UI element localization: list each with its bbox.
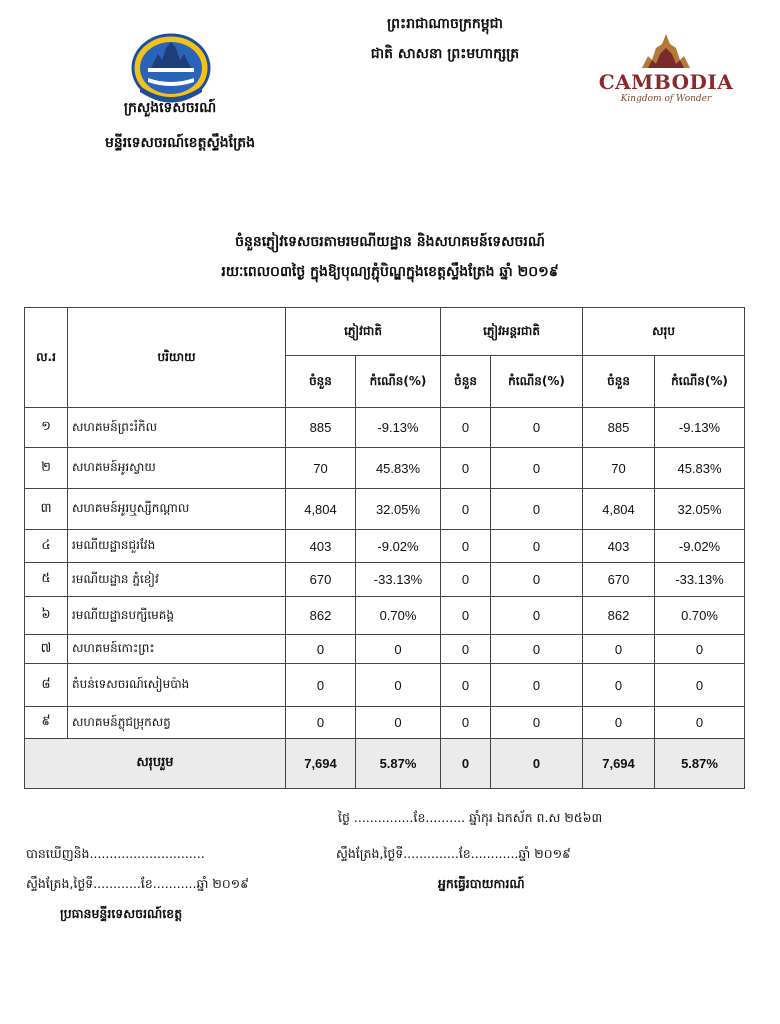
- international-count: 0: [441, 408, 491, 448]
- international-count: 0: [441, 448, 491, 489]
- domestic-growth: -33.13%: [356, 563, 441, 597]
- header-international-growth: កំណើន(%): [491, 356, 583, 408]
- director-label: ប្រធានមន្ទីរទេសចរណ៍ខេត្ត: [60, 906, 183, 921]
- total-count: 0: [583, 635, 655, 664]
- domestic-count: 885: [286, 408, 356, 448]
- header-domestic-count: ចំនួន: [286, 356, 356, 408]
- domestic-growth: 45.83%: [356, 448, 441, 489]
- visitor-statistics-table: [24, 307, 745, 789]
- total-growth: 45.83%: [655, 448, 745, 489]
- row-index: ៤: [25, 530, 68, 563]
- table-row: [25, 530, 745, 563]
- international-count: 0: [441, 635, 491, 664]
- row-index: ៨: [25, 664, 68, 707]
- table-row: [25, 597, 745, 635]
- header-index: ល.រ: [25, 308, 68, 408]
- total-growth: 32.05%: [655, 489, 745, 530]
- international-count: 0: [441, 530, 491, 563]
- total-count: 885: [583, 408, 655, 448]
- row-index: ៣: [25, 489, 68, 530]
- total-growth: 0: [655, 664, 745, 707]
- international-count: 0: [441, 489, 491, 530]
- header-total: សរុប: [583, 308, 745, 356]
- international-growth: 0: [491, 448, 583, 489]
- domestic-count: 0: [286, 664, 356, 707]
- row-name: សហគមន៍អូរឬស្សីកណ្ដាល: [68, 489, 286, 530]
- table-row: [25, 489, 745, 530]
- table-row: [25, 408, 745, 448]
- total-count: 0: [583, 664, 655, 707]
- total-count: 0: [583, 707, 655, 739]
- header-international: ភ្ញៀវអន្តរជាតិ: [441, 308, 583, 356]
- domestic-count: 70: [286, 448, 356, 489]
- international-count: 0: [441, 664, 491, 707]
- international-count: 0: [441, 597, 491, 635]
- brand-tagline: Kingdom of Wonder: [620, 94, 712, 104]
- row-name: សហគមន៍កោះព្រះ: [68, 635, 286, 664]
- domestic-growth: 32.05%: [356, 489, 441, 530]
- domestic-growth: -9.13%: [356, 408, 441, 448]
- row-name: រមណីយដ្ឋានបក្សីមេគង្គ: [68, 597, 286, 635]
- row-name: រមណីយដ្ឋាន ភ្នំខៀវ: [68, 563, 286, 597]
- row-index: ៧: [25, 635, 68, 664]
- table-row: [25, 635, 745, 664]
- international-growth: 0: [491, 563, 583, 597]
- grand-total-growth: 5.87%: [655, 739, 745, 789]
- cambodia-brand-logo: [596, 30, 736, 120]
- total-growth: 0: [655, 635, 745, 664]
- total-growth: -9.02%: [655, 530, 745, 563]
- row-index: ៥: [25, 563, 68, 597]
- row-index: ៦: [25, 597, 68, 635]
- total-growth: -33.13%: [655, 563, 745, 597]
- domestic-count: 0: [286, 635, 356, 664]
- report-author-label: អ្នកធ្វើរបាយការណ៍: [438, 876, 525, 891]
- domestic-count: 670: [286, 563, 356, 597]
- row-name: សហគមន៍ភ្លុជម្រុកសត្វ: [68, 707, 286, 739]
- total-count: 403: [583, 530, 655, 563]
- total-count: 70: [583, 448, 655, 489]
- document-subtitle: រយៈពេល០៣ថ្ងៃ ក្នុងឱ្យបុណ្យភ្ជុំបិណ្ឌក្នុងខេត្តស្ទឹងត្រែង ឆ្នាំ ២០១៩: [221, 264, 559, 280]
- row-name: សហគមន៍អូរស្វាយ: [68, 448, 286, 489]
- header-international-count: ចំនួន: [441, 356, 491, 408]
- international-growth: 0: [491, 597, 583, 635]
- place-date-author: ស្ទឹងត្រែង,ថ្ងៃទី..............ខែ............ឆ្នាំ ២០១៩: [336, 846, 571, 861]
- international-growth: 0: [491, 408, 583, 448]
- table-row: [25, 707, 745, 739]
- domestic-count: 0: [286, 707, 356, 739]
- lunar-date-line: ថ្ងៃ ...............ខែ.......... ឆ្នាំកុរ ឯកស័ក ព.ស ២៥៦៣: [338, 810, 603, 825]
- header-description: បរិយាយ: [68, 308, 286, 408]
- row-index: ៩: [25, 707, 68, 739]
- domestic-growth: 0.70%: [356, 597, 441, 635]
- ministry-name: ក្រសួងទេសចរណ៍: [123, 100, 217, 116]
- domestic-growth: 0: [356, 664, 441, 707]
- table-row: [25, 563, 745, 597]
- row-index: ២: [25, 448, 68, 489]
- row-name: តំបន់ទេសចរណ៍សៀមប៉ាង: [68, 664, 286, 707]
- total-international-growth: 0: [491, 739, 583, 789]
- international-count: 0: [441, 563, 491, 597]
- domestic-count: 403: [286, 530, 356, 563]
- row-name: សហគមន៍ព្រះរំកិល: [68, 408, 286, 448]
- international-growth: 0: [491, 489, 583, 530]
- total-domestic-growth: 5.87%: [356, 739, 441, 789]
- header-total-count: ចំនួន: [583, 356, 655, 408]
- total-growth: 0.70%: [655, 597, 745, 635]
- total-label: សរុបរួម: [25, 739, 286, 789]
- total-count: 4,804: [583, 489, 655, 530]
- domestic-count: 4,804: [286, 489, 356, 530]
- total-count: 670: [583, 563, 655, 597]
- header-domestic: ភ្ញៀវជាតិ: [286, 308, 441, 356]
- international-count: 0: [441, 707, 491, 739]
- international-growth: 0: [491, 664, 583, 707]
- international-growth: 0: [491, 530, 583, 563]
- department-name: មន្ទីរទេសចរណ៍ខេត្តស្ទឹងត្រែង: [104, 135, 256, 151]
- grand-total-count: 7,694: [583, 739, 655, 789]
- total-domestic-count: 7,694: [286, 739, 356, 789]
- domestic-growth: 0: [356, 707, 441, 739]
- domestic-count: 862: [286, 597, 356, 635]
- total-international-count: 0: [441, 739, 491, 789]
- total-growth: -9.13%: [655, 408, 745, 448]
- header-domestic-growth: កំណើន(%): [356, 356, 441, 408]
- table-row: [25, 448, 745, 489]
- temple-icon: [638, 30, 694, 70]
- international-growth: 0: [491, 707, 583, 739]
- kingdom-heading: ព្រះរាជាណាចក្រកម្ពុជា: [386, 16, 503, 32]
- header-total-growth: កំណើន(%): [655, 356, 745, 408]
- table-row: [25, 664, 745, 707]
- total-growth: 0: [655, 707, 745, 739]
- domestic-growth: -9.02%: [356, 530, 441, 563]
- row-index: ១: [25, 408, 68, 448]
- nation-motto: ជាតិ សាសនា ព្រះមហាក្សត្រ: [370, 46, 520, 62]
- brand-word: CAMBODIA: [598, 70, 734, 94]
- total-count: 862: [583, 597, 655, 635]
- international-growth: 0: [491, 635, 583, 664]
- document-title: ចំនួនភ្ញៀវទេសចរតាមរមណីយដ្ឋាន និងសហគមន៍ទេសចរណ៍: [235, 234, 545, 250]
- domestic-growth: 0: [356, 635, 441, 664]
- row-name: រមណីយដ្ឋានជួរវែង: [68, 530, 286, 563]
- place-date-director: ស្ទឹងត្រែង,ថ្ងៃទី............ខែ...........ឆ្នាំ ២០១៩: [26, 876, 249, 891]
- total-row: [25, 739, 745, 789]
- seen-and-approved-line: បានឃើញនិង.............................: [26, 846, 205, 861]
- ministry-seal-icon: [126, 28, 216, 108]
